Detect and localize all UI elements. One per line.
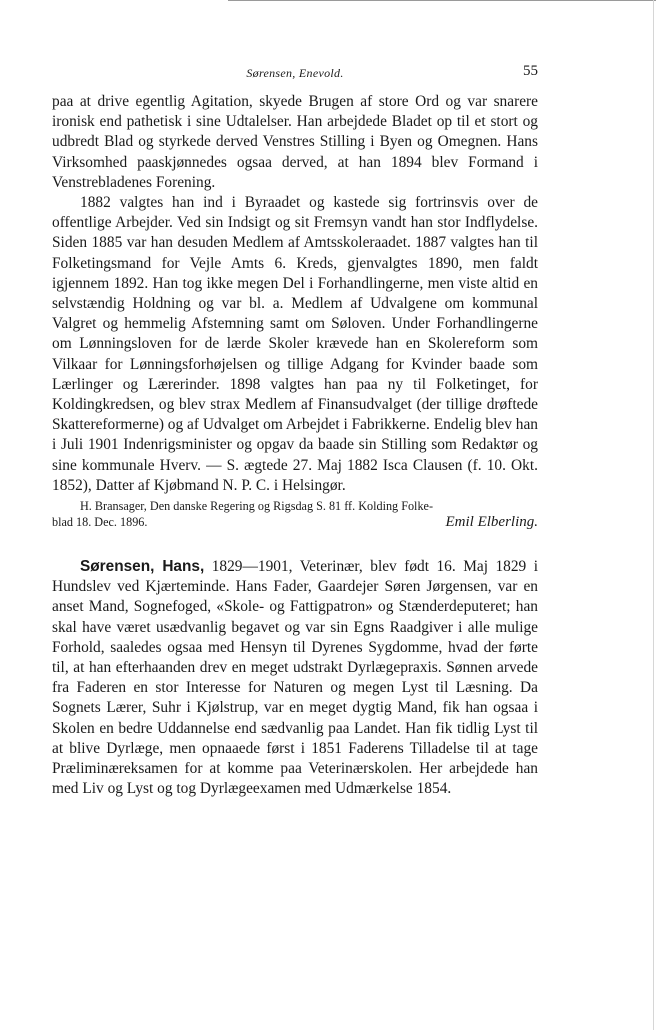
article-enevold-sorensen — [52, 92, 538, 531]
article2-paragraph — [52, 557, 538, 799]
author-signature: Emil Elberling. — [445, 514, 538, 531]
article2-text: 1829—1901, Veterinær, blev født 16. Maj 1829 i Hundslev ved Kjærteminde. Hans Fader, Gaardejer Søren Jørgensen, var en anset Mand, Sognefoged, «Skole- og Fattigpatron» og Stænderdeputeret; han skal have været usædvanlig begavet og var sin Egns Raadgiver i alle mulige Forhold, saaledes ogsaa med Hensyn til Dyrenes Sygdomme, hvad der førte til, at han efterhaanden drev en meget udstrakt Dyrlægepraxis. Sønnen arvede fra Faderen en stor Interesse for Naturen og megen Lyst til Læsning. Da Sognets Lærer, Suhr i Kjølstrup, var en meget dygtig Mand, fik han ogsaa i Skolen en bedre Uddannelse end sædvanlig paa Landet. Han fik tidlig Lyst til at blive Dyrlæge, men opnaaede først i 1851 Faderens Tilladelse til at tage Præliminæreksamen for at komme paa Veterinærskolen. Her arbejdede han med Liv og Lyst og tog Dyrlægeexamen med Udmærkelse 1854. — [52, 558, 538, 798]
source-citation-tail: blad 18. Dec. 1896. — [52, 515, 148, 530]
running-title: Sørensen, Enevold. — [246, 66, 344, 80]
source-citation: H. Bransager, Den danske Regering og Rigsdag S. 81 ff. Kolding Folke- — [80, 499, 434, 514]
running-head — [52, 62, 538, 84]
top-edge-rule — [228, 0, 656, 1]
article1-paragraph-2: 1882 valgtes han ind i Byraadet og kastede sig fortrinsvis over de offentlige Arbejder. Ved sin Indsigt og sit Fremsyn vandt han stor Indflydelse. Siden 1885 var han desuden Medlem af Amtsskoleraadet. 1887 valgtes han til Folketingsmand for Vejle Amts 6. Kreds, gjenvalgtes 1890, men faldt igjennem 1892. Han tog ikke megen Del i Forhandlingerne, men viste altid en selvstændig Holdning og var bl. a. Medlem af Udvalgene om kommunal Valgret og hemmelig Afstemning samt om Søloven. Under Forhandlingerne om Lønningsloven for de lærde Skoler krævede han en Skolereform som Vilkaar for Lønningsforhøjelsen og tillige Adgang for Kvinder baade som Lærlinger og Lærerinder. 1898 valgtes han paa ny til Folketinget, for Koldingkredsen, og blev strax Medlem af Finansudvalget (der tillige drøftede Skattereformerne) og af Udvalget om Arbejdet i Fabrikkerne. Endelig blev han i Juli 1901 Indenrigsminister og opgav da baade sin Stilling som Redaktør og sine kommunale Hverv. — S. ægtede 27. Maj 1882 Isca Clausen (f. 10. Okt. 1852), Datter af Kjøbmand N. P. C. i Helsingør. — [52, 194, 538, 494]
book-page — [52, 62, 538, 800]
article1-paragraph-1: paa at drive egentlig Agitation, skyede Brugen af store Ord og var snarere ironisk end pathetisk i sine Udtalelser. Han arbejdede Bladet op til et stort og udbredt Blad og styrkede derved Venstres Stilling i Byen og Omegnen. Hans Virksomhed paaskjønnedes ogsaa derved, at han 1894 blev Formand i Venstrebladenes Forening. — [52, 93, 538, 191]
article-hans-sorensen — [52, 557, 538, 799]
entry-headword: Sørensen, Hans, — [80, 558, 205, 576]
right-edge-rule — [653, 0, 654, 1030]
page-number: 55 — [523, 63, 538, 79]
source-citation-end — [52, 514, 538, 531]
